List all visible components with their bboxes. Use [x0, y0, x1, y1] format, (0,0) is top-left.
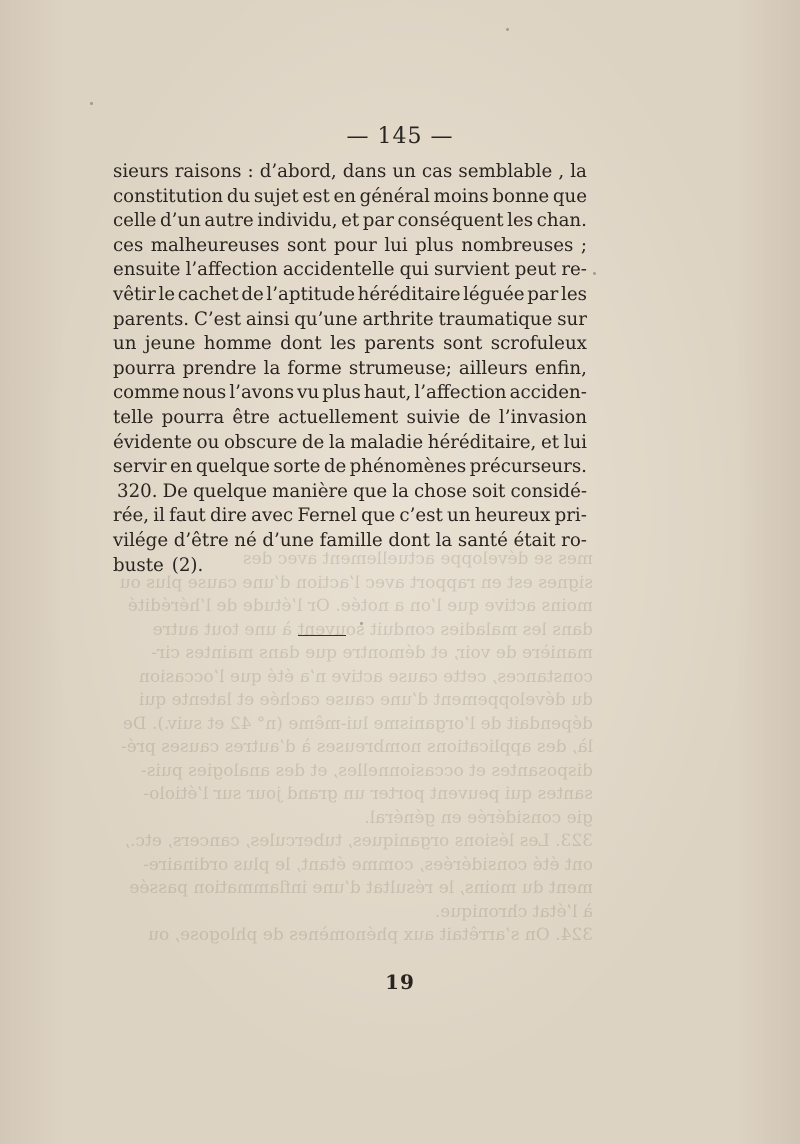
page-body: [113, 160, 587, 578]
word: d’une: [262, 529, 315, 551]
word: Fernel: [297, 505, 357, 527]
word: pourra: [113, 357, 176, 379]
text-line: [113, 234, 587, 259]
word: ainsi: [245, 308, 290, 330]
text-line: [113, 406, 587, 431]
word: maladie: [350, 431, 424, 453]
word: que: [552, 185, 587, 207]
word: pourra: [161, 406, 225, 428]
word: la: [435, 529, 453, 551]
text-line: [113, 283, 587, 308]
text-line: [113, 258, 587, 283]
word: sujet: [253, 185, 299, 207]
word: moins: [433, 185, 489, 207]
word: vu: [297, 382, 320, 404]
word: et: [341, 210, 360, 232]
bleed-through-text: mes se développe actuellement avec des signes est en rapport avec l’action d’une cause plus ou moins active que l’on a notée. Or l’étude de l’hérédité dans les maladies conduit souvent à une tout autre manière de voir, et démontre que dans maintes cir- constances, cette cause active n’a été que l’occasion du développement d’une cause cachée et latente qui dépendait de l’organisme lui-même (n° 42 et suiv.). De là, des applications nombreuses à d’autres causes pré- disposantes et occasionnelles, et des analogies puis- santes qui peuvent porter un grand jour sur l’étiolo- gie considérée en général. 323. Les lésions organiques, tubercules, cancers, etc., ont été considérées, comme étant, le plus ordinaire- ment du moins, le résultat d’une inflammation passée à l’état chronique. 324. On s’arrêtait aux phénomènes de phlogose, ou: [119, 549, 593, 945]
signature-mark: 19: [385, 970, 415, 994]
page-header: — 145 —: [346, 124, 454, 149]
word: la: [328, 431, 346, 453]
word: phénomènes: [349, 456, 467, 478]
word: autre: [204, 210, 254, 232]
word: précurseurs.: [469, 456, 587, 478]
word: lui: [384, 234, 408, 256]
word: De: [162, 480, 188, 502]
word: nombreuses: [461, 234, 574, 256]
word: comme: [113, 382, 180, 404]
word: d’être: [173, 529, 229, 551]
word: qui: [399, 259, 429, 281]
word: bonne: [492, 185, 550, 207]
word: il: [153, 505, 165, 527]
word: sont: [443, 333, 483, 355]
word: considé-: [510, 480, 587, 502]
word: que: [353, 480, 388, 502]
word: vilége: [113, 529, 169, 551]
word: survient: [433, 259, 510, 281]
word: forme: [287, 357, 342, 379]
word: constitution: [113, 185, 224, 207]
text-line: [113, 554, 587, 579]
word: rée,: [113, 505, 150, 527]
word: dont: [388, 529, 430, 551]
text-line: [113, 332, 587, 357]
word: héréditaire: [357, 283, 461, 305]
word: ,: [558, 161, 565, 182]
text-line: [113, 209, 587, 234]
word: raisons: [174, 161, 242, 182]
word: chan.: [536, 210, 587, 232]
word: un: [113, 333, 137, 355]
word: nous: [182, 382, 227, 404]
word: traumatique: [438, 308, 553, 330]
word: 320.: [117, 480, 158, 502]
word: faut: [169, 505, 206, 527]
word: sur: [557, 308, 587, 330]
text-line: [113, 455, 587, 480]
word: la: [263, 357, 281, 379]
word: soit: [471, 480, 506, 502]
word: d’un: [159, 210, 201, 232]
word: l’invasion: [498, 406, 587, 428]
word: en: [333, 185, 356, 207]
text-line: [113, 431, 587, 456]
word: re-: [561, 259, 587, 281]
word: la: [392, 480, 409, 502]
word: celle: [113, 210, 157, 232]
word: scrofuleux: [490, 333, 587, 355]
word: acciden-: [509, 382, 587, 404]
word: buste: [113, 554, 164, 576]
word: sont: [287, 234, 327, 256]
word: peut: [514, 259, 557, 281]
word: du: [226, 185, 251, 207]
text-line: [113, 185, 587, 210]
word: C’est: [193, 308, 242, 330]
text-line: [113, 160, 587, 185]
word: héréditaire,: [427, 431, 537, 453]
word: cachet: [177, 283, 239, 305]
word: individu,: [257, 210, 338, 232]
word: homme: [203, 333, 272, 355]
word: vêtir: [113, 283, 156, 305]
word: être: [232, 406, 270, 428]
word: conséquent: [397, 210, 504, 232]
word: né: [234, 529, 257, 551]
word: les: [330, 333, 356, 355]
word: l’avons: [229, 382, 295, 404]
text-line: [113, 357, 587, 382]
word: quelque: [192, 480, 268, 502]
word: l’affection: [414, 382, 507, 404]
paper-speck: [90, 102, 93, 105]
word: santé: [457, 529, 508, 551]
word: obscure: [223, 431, 298, 453]
word: accidentelle: [282, 259, 395, 281]
word: pri-: [554, 505, 587, 527]
word: plus: [322, 382, 361, 404]
word: et: [540, 431, 560, 453]
word: l’affection: [185, 259, 278, 281]
paper-speck: [506, 28, 509, 31]
text-line: [113, 381, 587, 406]
word: les: [561, 283, 587, 305]
word: arthrite: [362, 308, 434, 330]
word: évidente: [113, 431, 193, 453]
word: sieurs: [113, 161, 169, 182]
word: avec: [251, 505, 294, 527]
word: manière: [272, 480, 348, 502]
word: le: [158, 283, 176, 305]
word: est: [302, 185, 330, 207]
word: dire: [209, 505, 247, 527]
word: quelque: [195, 456, 270, 478]
word: pour: [333, 234, 377, 256]
word: enfin,: [534, 357, 587, 379]
word: la: [570, 161, 587, 182]
word: :: [247, 161, 254, 182]
word: sorte: [273, 456, 321, 478]
word: (2).: [171, 554, 204, 576]
word: prendre: [182, 357, 257, 379]
word: ces: [113, 234, 144, 256]
word: semblable: [458, 161, 553, 182]
word: strumeuse;: [348, 357, 452, 379]
word: ensuite: [113, 259, 181, 281]
word: servir: [113, 456, 167, 478]
word: parents: [364, 333, 435, 355]
word: jeune: [144, 333, 196, 355]
word: par: [527, 283, 559, 305]
word: plus: [415, 234, 454, 256]
section-divider: [298, 635, 346, 636]
word: ou: [196, 431, 220, 453]
word: de: [301, 431, 325, 453]
word: léguée: [463, 283, 525, 305]
text-line: [113, 529, 587, 554]
word: chose: [413, 480, 467, 502]
text-line: [113, 480, 587, 505]
word: était: [513, 529, 556, 551]
paper-speck: [593, 272, 596, 275]
word: les: [507, 210, 534, 232]
word: famille: [319, 529, 383, 551]
word: lui: [563, 431, 587, 453]
word: suivie: [406, 406, 461, 428]
word: c’est: [399, 505, 443, 527]
word: général: [359, 185, 430, 207]
word: de: [468, 406, 491, 428]
text-line: [113, 504, 587, 529]
word: qu’une: [294, 308, 358, 330]
word: heureux: [474, 505, 551, 527]
word: parents.: [113, 308, 190, 330]
word: de: [323, 456, 347, 478]
text-line: [113, 308, 587, 333]
word: ro-: [561, 529, 587, 551]
word: ailleurs: [458, 357, 528, 379]
paper-speck: [360, 622, 363, 625]
word: actuellement: [278, 406, 399, 428]
word: dont: [280, 333, 322, 355]
word: un: [392, 161, 416, 182]
word: d’abord,: [259, 161, 337, 182]
word: ;: [580, 234, 587, 256]
word: un: [447, 505, 471, 527]
word: l’aptitude: [266, 283, 356, 305]
word: en: [169, 456, 193, 478]
word: haut,: [363, 382, 412, 404]
word: cas: [421, 161, 453, 182]
word: telle: [113, 406, 154, 428]
word: par: [362, 210, 394, 232]
word: malheureuses: [150, 234, 280, 256]
word: que: [361, 505, 396, 527]
word: dans: [342, 161, 387, 182]
word: de: [241, 283, 264, 305]
